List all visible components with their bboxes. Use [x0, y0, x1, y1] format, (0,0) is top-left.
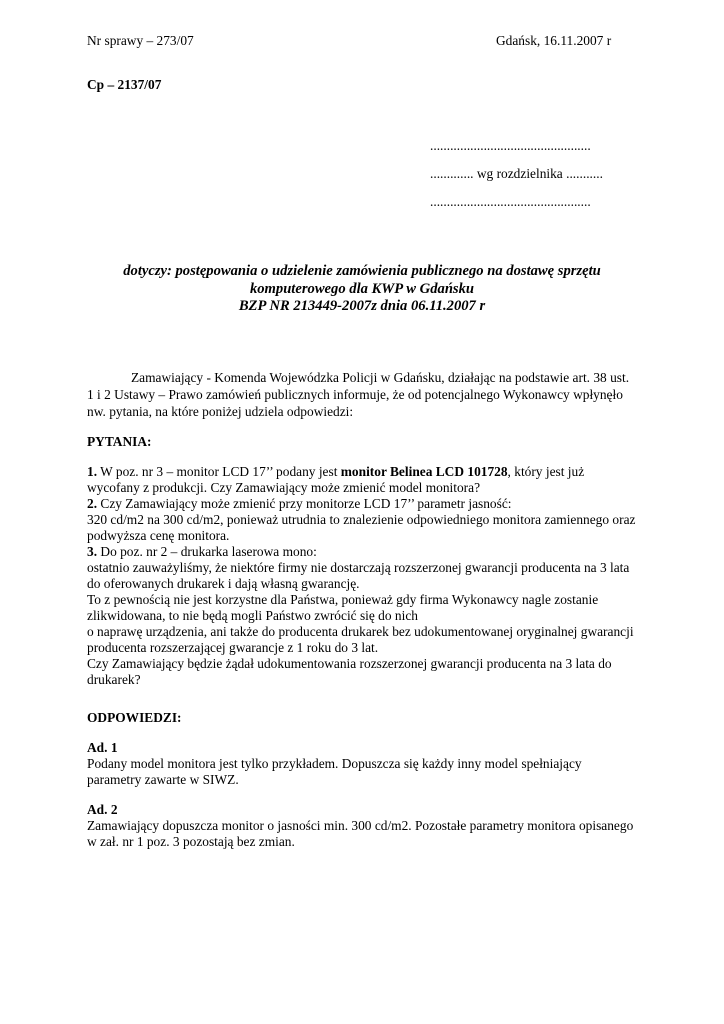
subject-line-3: BZP NR 213449-2007z dnia 06.11.2007 r [238, 298, 486, 315]
subject-line-2: komputerowego dla KWP w Gdańsku [249, 280, 475, 297]
case-number: Nr sprawy – 273/07 [87, 33, 194, 48]
recipient-line-3: ................................................ [430, 194, 591, 209]
answer-2-line-2: w zał. nr 1 poz. 3 pozostają bez zmian. [87, 834, 295, 849]
subject-block [60, 263, 664, 316]
answer-1-line-1: Podany model monitora jest tylko przykładem. Dopuszcza się każdy inny model spełniający [87, 756, 582, 771]
recipient-line-2: ............. wg rozdzielnika ........... [430, 166, 603, 181]
question-3-line-1 [87, 544, 317, 560]
questions-heading: PYTANIA: [87, 434, 152, 449]
question-3-line-7: producenta rozszerzającej gwarancje z 1 roku do 3 lat. [87, 640, 379, 655]
question-3-line-8: Czy Zamawiający będzie żądał udokumentowania rozszerzonej gwarancji producenta na 3 lata do [87, 656, 612, 671]
intro-line-2: 1 i 2 Ustawy – Prawo zamówień publicznych informuje, że od potencjalnego Wykonawcy wpłynęło [87, 387, 623, 402]
question-3-line-9: drukarek? [87, 672, 141, 687]
intro-line-3: nw. pytania, na które poniżej udziela odpowiedzi: [87, 404, 354, 419]
question-3-line-4: To z pewnością nie jest korzystne dla Państwa, ponieważ gdy firma Wykonawcy nagle zostanie [87, 592, 599, 607]
question-3-line-2: ostatnio zauważyliśmy, że niektóre firmy nie dostarczają rozszerzonej gwarancji producenta na 3 lata [87, 560, 630, 575]
recipient-line-1: ................................................ [430, 138, 591, 153]
question-2-line-2: 320 cd/m2 na 300 cd/m2, ponieważ utrudnia to znalezienie odpowiedniego monitora zamiennego oraz [87, 512, 636, 527]
place-date: Gdańsk, 16.11.2007 r [496, 33, 612, 48]
intro-line-1: Zamawiający - Komenda Wojewódzka Policji w Gdańsku, działając na podstawie art. 38 ust. [131, 370, 630, 385]
question-2-number: 2. [87, 496, 98, 511]
question-1-monitor-model: monitor Belinea LCD 101728 [340, 464, 508, 479]
reference-number: Cp – 2137/07 [87, 77, 162, 92]
question-3-text: Do poz. nr 2 – drukarka laserowa mono: [97, 544, 317, 559]
question-3-line-5: zlikwidowana, to nie będą mogli Państwo zwrócić się do nich [87, 608, 418, 623]
answer-2-line-1: Zamawiający dopuszcza monitor o jasności min. 300 cd/m2. Pozostałe parametry monitora opisanego [87, 818, 634, 833]
answer-2-title: Ad. 2 [87, 802, 118, 817]
question-3-line-3: do oferowanych drukarek i dają własną gwarancję. [87, 576, 360, 591]
question-1-line-1 [87, 464, 584, 480]
question-2-line-1 [87, 496, 512, 512]
answer-1-line-2: parametry zawarte w SIWZ. [87, 772, 239, 787]
answer-1-title: Ad. 1 [87, 740, 118, 755]
question-1-line-2: wycofany z produkcji. Czy Zamawiający może zmienić model monitora? [87, 480, 481, 495]
subject-line-1: dotyczy: postępowania o udzielenie zamówienia publicznego na dostawę sprzętu [123, 263, 601, 279]
question-2-line-3: podwyższa cenę monitora. [87, 528, 230, 543]
question-1-text-b: , który jest już [507, 464, 585, 479]
question-3-number: 3. [87, 544, 98, 559]
question-1-text-a: W poz. nr 3 – monitor LCD 17’’ podany jest [97, 464, 341, 479]
question-2-text: Czy Zamawiający może zmienić przy monitorze LCD 17’’ parametr jasność: [97, 496, 512, 511]
answers-heading: ODPOWIEDZI: [87, 710, 182, 725]
question-3-line-6: o naprawę urządzenia, ani także do producenta drukarek bez udokumentowanej oryginalnej gwarancji [87, 624, 634, 639]
question-1-number: 1. [87, 464, 98, 479]
